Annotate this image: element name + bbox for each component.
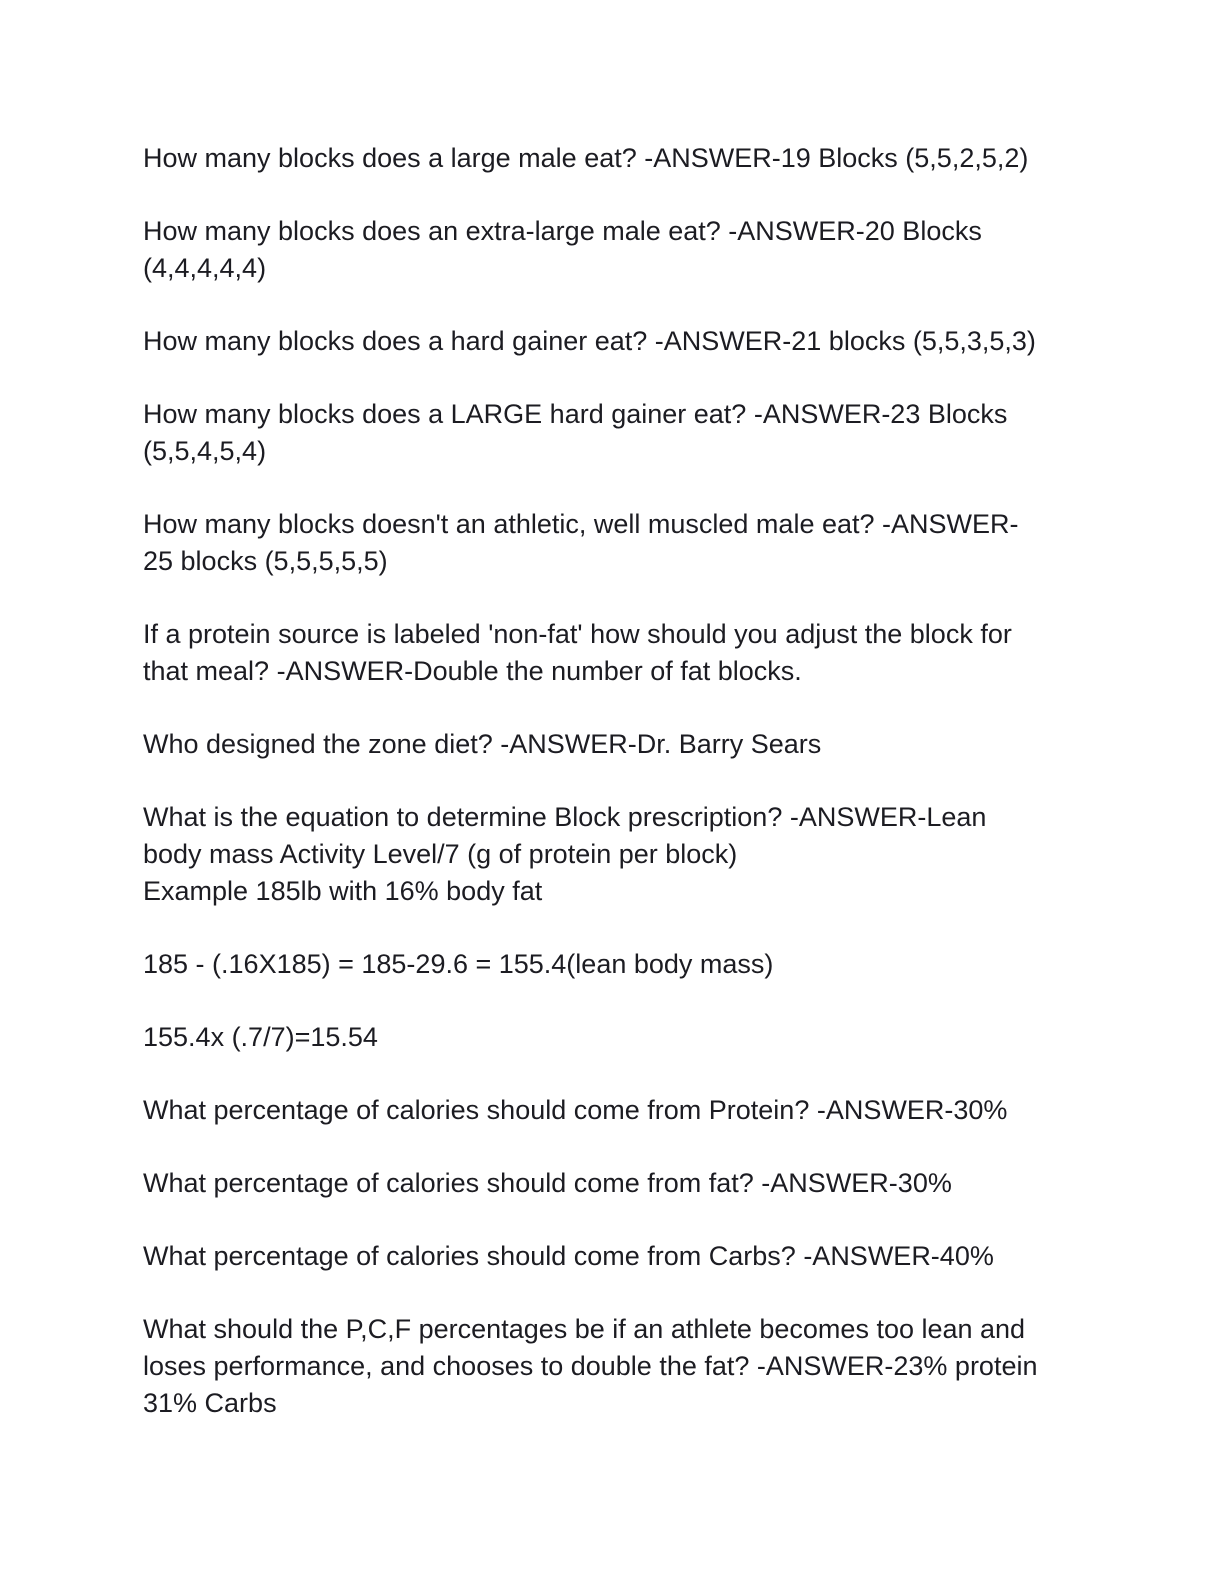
text-line: (5,5,4,5,4) [143,436,267,466]
text-line: If a protein source is labeled 'non-fat' how should you adjust the block for [143,619,1012,649]
lean-body-mass-calc [143,946,1083,983]
text-line: What percentage of calories should come from Protein? -ANSWER-30% [143,1095,1008,1125]
block-result-calc [143,1019,1083,1056]
qa-protein-percentage [143,1092,1083,1129]
text-line: How many blocks doesn't an athletic, well muscled male eat? -ANSWER- [143,509,1019,539]
text-line: What percentage of calories should come from Carbs? -ANSWER-40% [143,1241,994,1271]
qa-athletic-male [143,506,1083,580]
text-line: How many blocks does a LARGE hard gainer eat? -ANSWER-23 Blocks [143,399,1008,429]
text-line: 25 blocks (5,5,5,5,5) [143,546,388,576]
text-line: Who designed the zone diet? -ANSWER-Dr. Barry Sears [143,729,822,759]
text-line: 185 - (.16X185) = 185-29.6 = 155.4(lean body mass) [143,949,774,979]
qa-extra-large-male [143,213,1083,287]
qa-fat-percentage [143,1165,1083,1202]
text-line: 155.4x (.7/7)=15.54 [143,1022,378,1052]
text-line: What is the equation to determine Block prescription? -ANSWER-Lean [143,802,987,832]
qa-pcf-double-fat [143,1311,1083,1422]
text-line: (4,4,4,4,4) [143,253,267,283]
text-line: Example 185lb with 16% body fat [143,876,543,906]
text-line: 31% Carbs [143,1388,277,1418]
document-body [143,140,1083,1458]
text-line: loses performance, and chooses to double the fat? -ANSWER-23% protein [143,1351,1038,1381]
text-line: body mass Activity Level/7 (g of protein per block) [143,839,738,869]
qa-zone-designer [143,726,1083,763]
qa-non-fat-protein [143,616,1083,690]
qa-large-hard-gainer [143,396,1083,470]
text-line: How many blocks does an extra-large male eat? -ANSWER-20 Blocks [143,216,982,246]
qa-block-equation [143,799,1083,910]
qa-large-male [143,140,1083,177]
qa-carbs-percentage [143,1238,1083,1275]
text-line: What should the P,C,F percentages be if an athlete becomes too lean and [143,1314,1026,1344]
text-line: How many blocks does a large male eat? -ANSWER-19 Blocks (5,5,2,5,2) [143,143,1029,173]
text-line: How many blocks does a hard gainer eat? -ANSWER-21 blocks (5,5,3,5,3) [143,326,1036,356]
text-line: that meal? -ANSWER-Double the number of fat blocks. [143,656,802,686]
qa-hard-gainer [143,323,1083,360]
text-line: What percentage of calories should come from fat? -ANSWER-30% [143,1168,952,1198]
